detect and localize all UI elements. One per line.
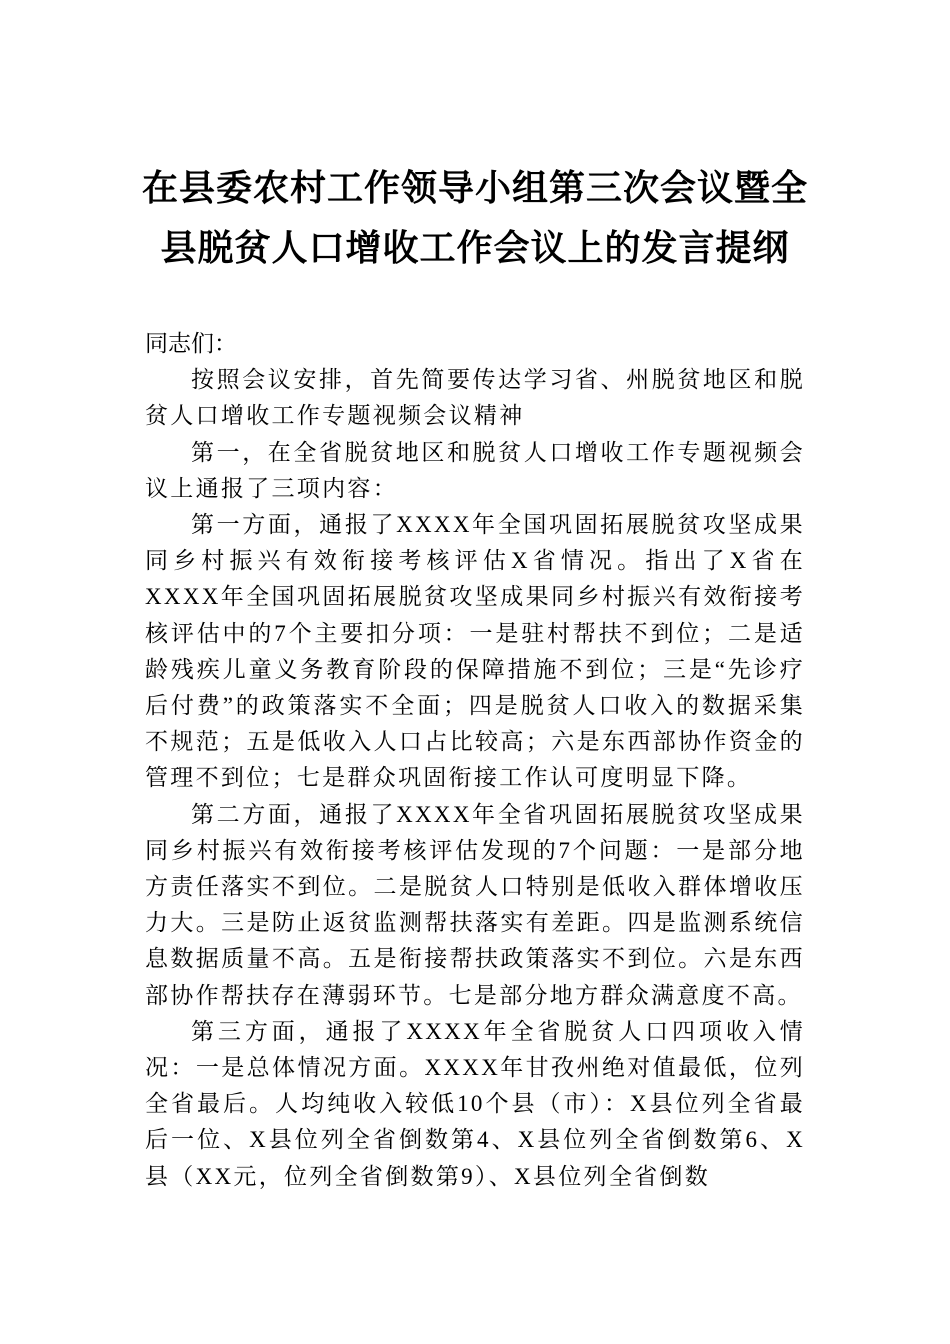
paragraph: 第一，在全省脱贫地区和脱贫人口增收工作专题视频会议上通报了三项内容：	[145, 439, 805, 501]
salutation: 同志们：	[145, 331, 237, 356]
title-line-1: 在县委农村工作领导小组第三次会议暨全	[141, 167, 808, 209]
paragraph: 按照会议安排，首先简要传达学习省、州脱贫地区和脱贫人口增收工作专题视频会议精神	[145, 367, 805, 429]
document-title	[140, 158, 810, 278]
document-body	[145, 326, 805, 1195]
paragraph: 第二方面，通报了XXXX年全省巩固拓展脱贫攻坚成果同乡村振兴有效衔接考核评估发现的7个问题：一是部分地方责任落实不到位。二是脱贫人口特别是低收入群体增收压力大。三是防止返贫监测帮扶落实有差距。四是监测系统信息数据质量不高。五是衔接帮扶政策落实不到位。六是东西部协作帮扶存在薄弱环节。七是部分地方群众满意度不高。	[145, 801, 805, 1008]
paragraph: 第三方面，通报了XXXX年全省脱贫人口四项收入情况：一是总体情况方面。XXXX年甘孜州绝对值最低，位列全省最后。人均纯收入较低10个县（市）：X县位列全省最后一位、X县位列全省倒数第4、X县位列全省倒数第6、X县（XX元，位列全省倒数第9）、X县位列全省倒数	[145, 1018, 805, 1189]
paragraph: 第一方面，通报了XXXX年全国巩固拓展脱贫攻坚成果同乡村振兴有效衔接考核评估X省情况。指出了X省在XXXX年全国巩固拓展脱贫攻坚成果同乡村振兴有效衔接考核评估中的7个主要扣分项：一是驻村帮扶不到位；二是适龄残疾儿童义务教育阶段的保障措施不到位；三是“先诊疗后付费”的政策落实不全面；四是脱贫人口收入的数据采集不规范；五是低收入人口占比较高；六是东西部协作资金的管理不到位；七是群众巩固衔接工作认可度明显下降。	[145, 512, 805, 791]
title-line-2: 县脱贫人口增收工作会议上的发言提纲	[160, 227, 790, 269]
